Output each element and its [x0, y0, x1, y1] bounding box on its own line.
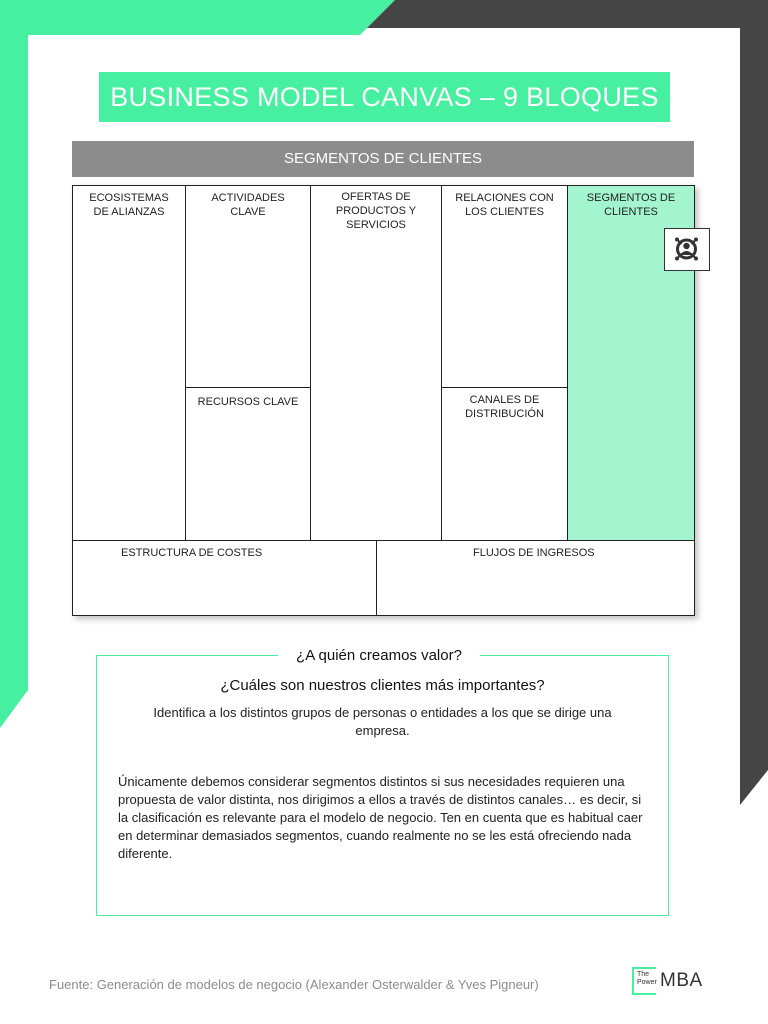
footer-source: Fuente: Generación de modelos de negocio (Alexander Osterwalder & Yves Pigneur)	[49, 977, 539, 992]
logo-small-text: The Power	[637, 971, 657, 986]
block-ofertas-label: OFERTAS DE PRODUCTOS Y SERVICIOS	[335, 191, 417, 231]
question-body-text: Únicamente debemos considerar segmentos distintos si sus necesidades requieren una propuesta de valor distinta, nos dirigimos a ellos a través de distintos canales… es decir, si la clasificación es relevante para el modelo de negocio. Ten en cuenta que es habitual caer en determinar demasiados segmentos, cuando realmente no se les está ofreciendo nada diferente.	[118, 774, 643, 861]
block-ingresos-label: FLUJOS DE INGRESOS	[473, 547, 595, 559]
block-relaciones-label: RELACIONES CON LOS CLIENTES	[455, 192, 554, 218]
block-recursos-label: RECURSOS CLAVE	[197, 396, 299, 408]
block-recursos	[185, 387, 311, 541]
question-subheading: ¿Cuáles son nuestros clientes más importantes?	[220, 677, 545, 694]
block-ingresos	[376, 540, 695, 616]
question-heading: ¿A quién creamos valor?	[278, 645, 480, 667]
block-canales-label: CANALES DE DISTRIBUCIÓN	[465, 394, 544, 420]
section-header: SEGMENTOS DE CLIENTES	[72, 141, 694, 177]
customer-segment-icon	[664, 228, 710, 271]
the-power-mba-logo	[632, 967, 712, 997]
business-model-canvas	[72, 185, 695, 616]
block-ofertas	[310, 185, 442, 541]
block-ecosistemas	[72, 185, 186, 541]
block-costes	[72, 540, 377, 616]
page-title: BUSINESS MODEL CANVAS – 9 BLOQUES	[99, 72, 670, 122]
block-canales	[441, 387, 568, 541]
block-ecosistemas-label: ECOSISTEMAS DE ALIANZAS	[89, 192, 169, 218]
question-lead-text: Identifica a los distintos grupos de personas o entidades a los que se dirige una empresa.	[153, 705, 612, 738]
block-segmentos-label: SEGMENTOS DE CLIENTES	[586, 192, 676, 218]
block-relaciones	[441, 185, 568, 388]
customer-segment-icon-graphic	[665, 229, 708, 269]
block-actividades-label: ACTIVIDADES CLAVE	[211, 192, 285, 218]
block-costes-label: ESTRUCTURA DE COSTES	[121, 547, 263, 559]
block-actividades	[185, 185, 311, 388]
logo-big-text: MBA	[660, 970, 703, 991]
